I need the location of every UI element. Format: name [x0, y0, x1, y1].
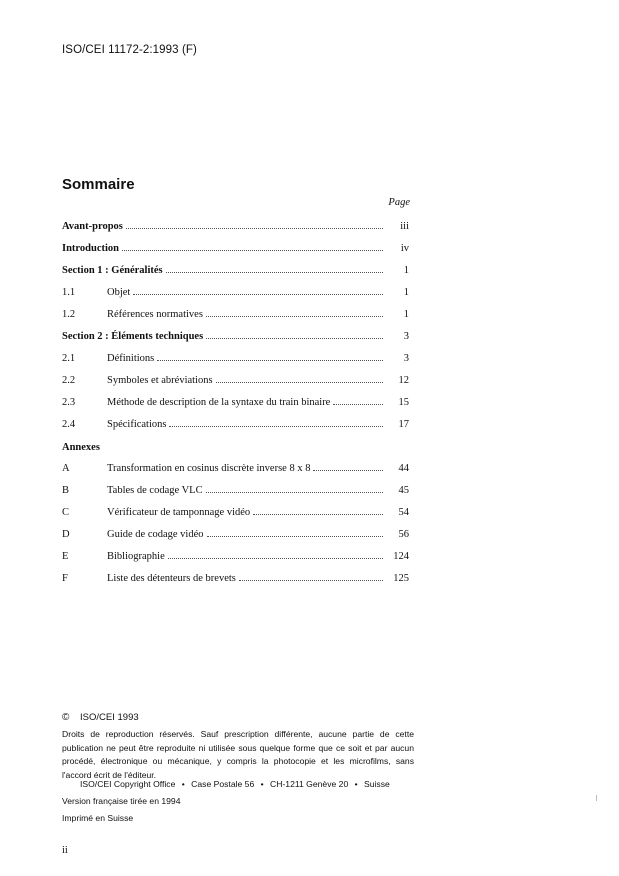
- toc-entry-label: Symboles et abréviations: [107, 375, 213, 386]
- printed-note: Imprimé en Suisse: [62, 813, 134, 823]
- country: Suisse: [364, 779, 390, 789]
- toc-entry-label: Avant-propos: [62, 221, 123, 232]
- annex-label: Liste des détenteurs de brevets: [107, 573, 236, 584]
- leader-dots: [157, 359, 383, 361]
- toc-entry-number: 2.4: [62, 419, 76, 430]
- leader-dots: [239, 579, 383, 581]
- toc-entry[interactable]: [62, 419, 409, 433]
- toc-entry-page: 1: [403, 265, 409, 276]
- page-title: Sommaire: [62, 176, 135, 193]
- annex-page: 125: [393, 573, 409, 584]
- leader-dots: [126, 227, 383, 229]
- annex-page: 44: [398, 463, 409, 474]
- toc-entry-label: Méthode de description de la syntaxe du train binaire: [107, 397, 331, 408]
- toc-entry[interactable]: [62, 353, 409, 367]
- annex-page: 54: [398, 507, 409, 518]
- leader-dots: [253, 513, 383, 515]
- toc-entry-number: 2.1: [62, 353, 76, 364]
- toc-entry-page: 1: [403, 309, 409, 320]
- leader-dots: [333, 403, 383, 405]
- annex-page: 45: [398, 485, 409, 496]
- toc-entry-number: 1.2: [62, 309, 76, 320]
- copyright-symbol: ©: [62, 712, 70, 723]
- leader-dots: [169, 425, 383, 427]
- annex-entry[interactable]: [62, 463, 409, 477]
- annex-entry[interactable]: [62, 573, 409, 587]
- scan-mark: [596, 795, 597, 801]
- leader-dots: [206, 337, 383, 339]
- city: CH-1211 Genève 20: [270, 779, 349, 789]
- leader-dots: [207, 535, 383, 537]
- toc-entry-page: 1: [403, 287, 409, 298]
- leader-dots: [206, 315, 383, 317]
- postal-box: Case Postale 56: [191, 779, 255, 789]
- annex-label: Bibliographie: [107, 551, 165, 562]
- toc-entry-page: 3: [403, 331, 409, 342]
- leader-dots: [122, 249, 383, 251]
- bullet-separator: •: [181, 779, 185, 789]
- annex-entry[interactable]: [62, 507, 409, 521]
- toc-entry[interactable]: [62, 397, 409, 411]
- annex-letter: C: [62, 507, 70, 518]
- toc-entry[interactable]: [62, 309, 409, 323]
- annex-letter: F: [62, 573, 68, 584]
- leader-dots: [166, 271, 383, 273]
- toc-entry-label: Section 2 : Éléments techniques: [62, 331, 204, 342]
- toc-entry-label: Définitions: [107, 353, 155, 364]
- office-address: [80, 779, 390, 789]
- toc-entry-number: 2.3: [62, 397, 76, 408]
- annexes-heading: Annexes: [62, 442, 100, 453]
- copyright-holder: ISO/CEI 1993: [80, 712, 139, 723]
- annex-label: Tables de codage VLC: [107, 485, 203, 496]
- page-column-label: Page: [388, 197, 410, 208]
- leader-dots: [206, 491, 383, 493]
- annex-letter: B: [62, 485, 70, 496]
- annex-label: Vérificateur de tamponnage vidéo: [107, 507, 251, 518]
- annex-letter: A: [62, 463, 70, 474]
- edition-note: Version française tirée en 1994: [62, 796, 181, 806]
- annex-page: 56: [398, 529, 409, 540]
- annex-entry[interactable]: [62, 485, 409, 499]
- office-name: ISO/CEI Copyright Office: [80, 779, 176, 789]
- bullet-separator: •: [260, 779, 264, 789]
- toc-entry[interactable]: [62, 287, 409, 301]
- leader-dots: [168, 557, 383, 559]
- toc-entry[interactable]: [62, 375, 409, 389]
- toc-entry-page: iv: [400, 243, 409, 254]
- annex-label: Transformation en cosinus discrète inverse 8 x 8: [107, 463, 311, 474]
- toc-entry-label: Introduction: [62, 243, 119, 254]
- annex-entry[interactable]: [62, 529, 409, 543]
- annex-letter: D: [62, 529, 70, 540]
- copyright-line: [62, 712, 139, 723]
- toc-entry-page: iii: [400, 221, 409, 232]
- toc-entry-label: Section 1 : Généralités: [62, 265, 163, 276]
- toc-entry-number: 1.1: [62, 287, 76, 298]
- toc-entry[interactable]: [62, 243, 409, 257]
- toc-entry[interactable]: [62, 265, 409, 279]
- annex-label: Guide de codage vidéo: [107, 529, 204, 540]
- toc-entry-label: Spécifications: [107, 419, 167, 430]
- toc-entry-page: 17: [398, 419, 409, 430]
- rights-notice: Droits de reproduction réservés. Sauf prescription différente, aucune partie de cette publication ne peut être reproduite ni utilisée sous quelque forme que ce soit et par aucun procédé, électronique ou mécanique, y compris la photocopie et les microfilms, sans l'accord écrit de l'éditeur.: [62, 729, 414, 780]
- toc-entry-page: 3: [403, 353, 409, 364]
- toc-entry-number: 2.2: [62, 375, 76, 386]
- leader-dots: [313, 469, 383, 471]
- annex-page: 124: [393, 551, 409, 562]
- toc-entry[interactable]: [62, 331, 409, 345]
- bullet-separator: •: [354, 779, 358, 789]
- toc-entry[interactable]: [62, 221, 409, 235]
- document-id: ISO/CEI 11172-2:1993 (F): [62, 44, 197, 56]
- annex-entry[interactable]: [62, 551, 409, 565]
- toc-entry-label: Références normatives: [107, 309, 203, 320]
- leader-dots: [133, 293, 383, 295]
- leader-dots: [216, 381, 383, 383]
- annex-letter: E: [62, 551, 69, 562]
- toc-entry-page: 15: [398, 397, 409, 408]
- toc-entry-page: 12: [398, 375, 409, 386]
- page-number: ii: [62, 845, 68, 856]
- toc-entry-label: Objet: [107, 287, 131, 298]
